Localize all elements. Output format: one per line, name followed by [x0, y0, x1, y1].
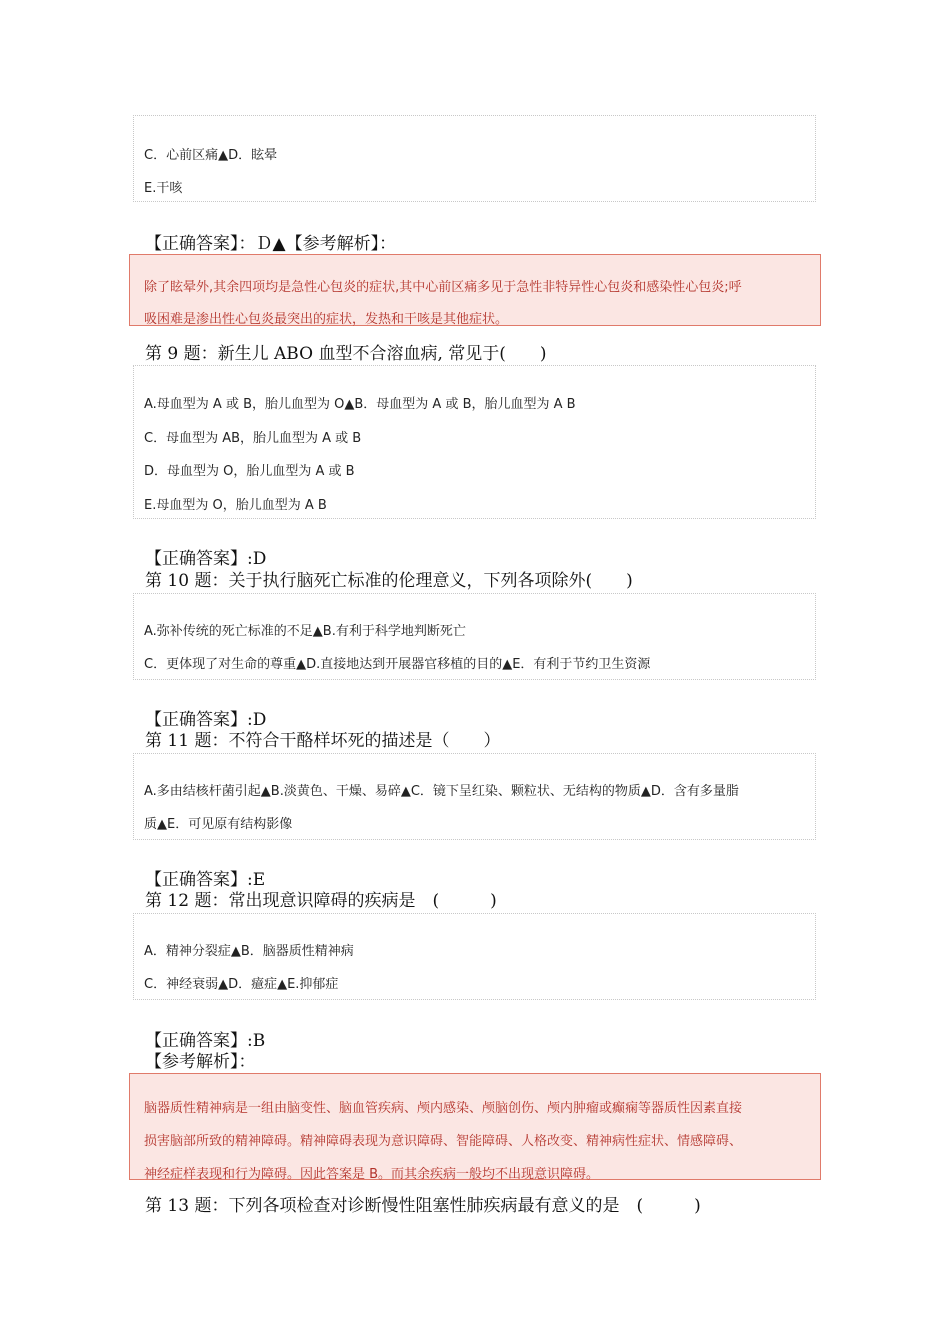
q12-options-box: [133, 913, 816, 1000]
q12-explanation-box: [129, 1073, 821, 1180]
q11-option-e[interactable]: 质▲E．可见原有结构影像: [144, 817, 293, 832]
q12-explanation-line-2: 损害脑部所致的精神障碍。精神障碍表现为意识障碍、智能障碍、人格改变、精神病性症状、情感障碍、: [144, 1134, 743, 1149]
q8-option-e[interactable]: E.干咳: [144, 181, 183, 196]
q8-option-cd[interactable]: C．心前区痛▲D．眩晕: [144, 148, 278, 163]
q10-option-cde[interactable]: C．更体现了对生命的尊重▲D.直接地达到开展器官移植的目的▲E．有利于节约卫生资源: [144, 657, 651, 672]
q11-options-box: [133, 753, 816, 840]
q13-title: 第 13 题：下列各项检查对诊断慢性阻塞性肺疾病最有意义的是 ( ): [145, 1196, 701, 1216]
q12-explanation-line-3: 神经症样表现和行为障碍。因此答案是 B。而其余疾病一般均不出现意识障碍。: [144, 1167, 600, 1182]
q9-option-c[interactable]: C．母血型为 AB，胎儿血型为 A 或 B: [144, 431, 362, 446]
q11-answer: 【正确答案】:E: [145, 870, 266, 890]
q8-answer-line: 【正确答案】：Ｄ▲【参考解析】：: [145, 234, 397, 254]
q12-answer: 【正确答案】:B: [145, 1031, 266, 1051]
q9-option-d[interactable]: D．母血型为 O，胎儿血型为 A 或 B: [144, 464, 355, 479]
q10-options-box: [133, 593, 816, 680]
q12-explanation-line-1: 脑器质性精神病是一组由脑变性、脑血管疾病、颅内感染、颅脑创伤、颅内肿瘤或癫痫等器质性因素直接: [144, 1101, 743, 1116]
q8-explanation-line-2: 吸困难是渗出性心包炎最突出的症状，发热和干咳是其他症状。: [144, 312, 509, 327]
q10-option-ab[interactable]: A.弥补传统的死亡标准的不足▲B.有利于科学地判断死亡: [144, 624, 466, 639]
q12-title: 第 12 题：常出现意识障碍的疾病是 ( ): [145, 891, 497, 911]
q9-title: 第 9 题：新生儿 ABO 血型不合溶血病, 常见于( ): [145, 344, 547, 364]
q11-title: 第 11 题：不符合干酪样坏死的描述是（ ）: [145, 731, 501, 751]
q9-options-box: [133, 365, 816, 519]
q12-option-cde[interactable]: C．神经衰弱▲D．癔症▲E.抑郁症: [144, 977, 339, 992]
q12-option-ab[interactable]: A．精神分裂症▲B．脑器质性精神病: [144, 944, 354, 959]
q12-analysis-label: 【参考解析】：: [145, 1052, 256, 1072]
q8-explanation-line-1: 除了眩晕外,其余四项均是急性心包炎的症状,其中心前区痛多见于急性非特异性心包炎和感染性心包炎;呼: [144, 280, 742, 295]
q9-option-e[interactable]: E.母血型为 O，胎儿血型为 A B: [144, 498, 327, 513]
q8-options-box: [133, 115, 816, 202]
q9-answer: 【正确答案】:D: [145, 549, 267, 569]
q8-explanation-box: [129, 254, 821, 326]
q11-option-abcd[interactable]: A.多由结核杆菌引起▲B.淡黄色、干燥、易碎▲C．镜下呈红染、颗粒状、无结构的物质▲D．含有多量脂: [144, 784, 739, 799]
q10-title: 第 10 题：关于执行脑死亡标准的伦理意义，下列各项除外( ): [145, 571, 633, 591]
q9-option-ab[interactable]: A.母血型为 A 或 B，胎儿血型为 O▲B．母血型为 A 或 B，胎儿血型为 A B: [144, 397, 576, 412]
q10-answer: 【正确答案】:D: [145, 710, 267, 730]
